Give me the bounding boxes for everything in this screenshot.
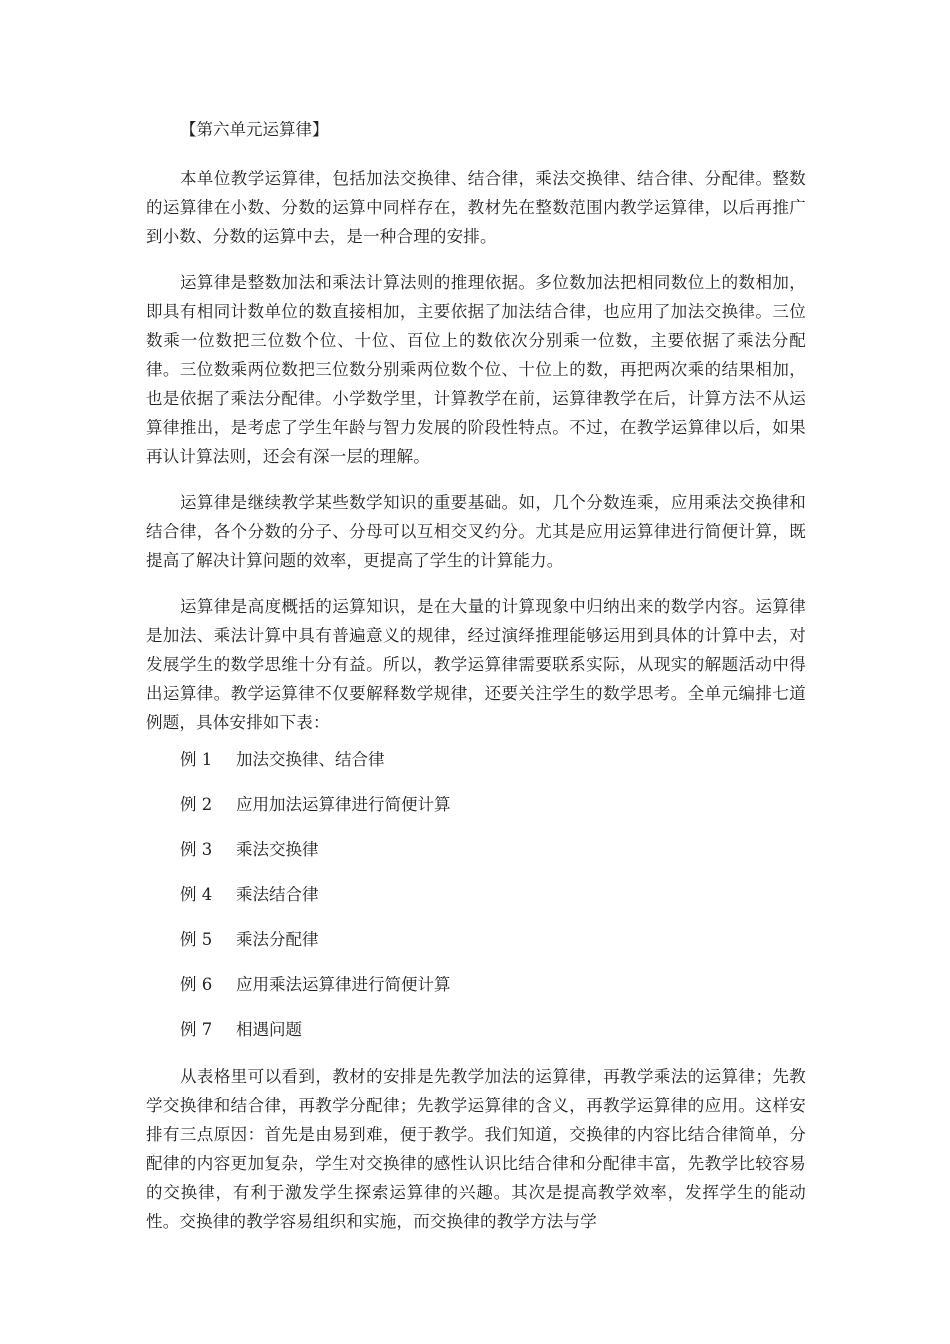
example-text: 乘法交换律 — [236, 840, 319, 859]
example-text: 应用加法运算律进行简便计算 — [236, 795, 451, 814]
paragraph-foundation: 运算律是继续教学某些数学知识的重要基础。如，几个分数连乘，应用乘法交换律和结合律，各个分数的分子、分母可以互相交叉约分。尤其是应用运算律进行简便计算，既提高了解决计算问题的效率，更提高了学生的计算能力。 — [146, 493, 806, 570]
example-label: 例 6 — [180, 975, 213, 994]
paragraph-intro: 本单位教学运算律，包括加法交换律、结合律，乘法交换律、结合律、分配律。整数的运算律在小数、分数的运算中同样存在，教材先在整数范围内教学运算律，以后再推广到小数、分数的运算中去，是一种合理的安排。 — [146, 169, 806, 246]
example-item — [146, 745, 806, 790]
example-item — [146, 970, 806, 1015]
example-item — [146, 1015, 806, 1060]
example-text: 相遇问题 — [236, 1020, 302, 1039]
example-label: 例 5 — [180, 930, 213, 949]
document-page — [146, 116, 806, 1236]
example-label: 例 4 — [180, 885, 213, 904]
example-label: 例 1 — [180, 750, 213, 769]
unit-heading: 【第六单元运算律】 — [180, 120, 329, 139]
example-item — [146, 925, 806, 970]
example-label: 例 3 — [180, 840, 213, 859]
examples-list — [146, 745, 806, 1060]
paragraph-basis: 运算律是整数加法和乘法计算法则的推理依据。多位数加法把相同数位上的数相加，即具有相同计数单位的数直接相加，主要依据了加法结合律，也应用了加法交换律。三位数乘一位数把三位数个位、十位、百位上的数依次分别乘一位数，主要依据了乘法分配律。三位数乘两位数把三位数分别乘两位数个位、十位上的数，再把两次乘的结果相加，也是依据了乘法分配律。小学数学里，计算教学在前，运算律教学在后，计算方法不从运算律推出，是考虑了学生年龄与智力发展的阶段性特点。不过，在教学运算律以后，如果再认计算法则，还会有深一层的理解。 — [146, 273, 806, 466]
example-text: 乘法分配律 — [236, 930, 319, 949]
example-text: 应用乘法运算律进行简便计算 — [236, 975, 451, 994]
example-item — [146, 880, 806, 925]
paragraph-generalization: 运算律是高度概括的运算知识，是在大量的计算现象中归纳出来的数学内容。运算律是加法、乘法计算中具有普遍意义的规律，经过演绎推理能够运用到具体的计算中去，对发展学生的数学思维十分有益。所以，教学运算律需要联系实际，从现实的解题活动中得出运算律。教学运算律不仅要解释数学规律，还要关注学生的数学思考。全单元编排七道例题，具体安排如下表： — [146, 597, 806, 732]
paragraph-arrangement: 从表格里可以看到，教材的安排是先教学加法的运算律，再教学乘法的运算律；先教学交换律和结合律，再教学分配律；先教学运算律的含义，再教学运算律的应用。这样安排有三点原因：首先是由易到难，便于教学。我们知道，交换律的内容比结合律简单，分配律的内容更加复杂，学生对交换律的感性认识比结合律和分配律丰富，先教学比较容易的交换律，有利于激发学生探索运算律的兴趣。其次是提高教学效率，发挥学生的能动性。交换律的教学容易组织和实施，而交换律的教学方法与学 — [146, 1067, 806, 1231]
example-text: 加法交换律、结合律 — [236, 750, 385, 769]
example-item — [146, 835, 806, 880]
example-item — [146, 790, 806, 835]
example-text: 乘法结合律 — [236, 885, 319, 904]
example-label: 例 7 — [180, 1020, 213, 1039]
example-label: 例 2 — [180, 795, 213, 814]
